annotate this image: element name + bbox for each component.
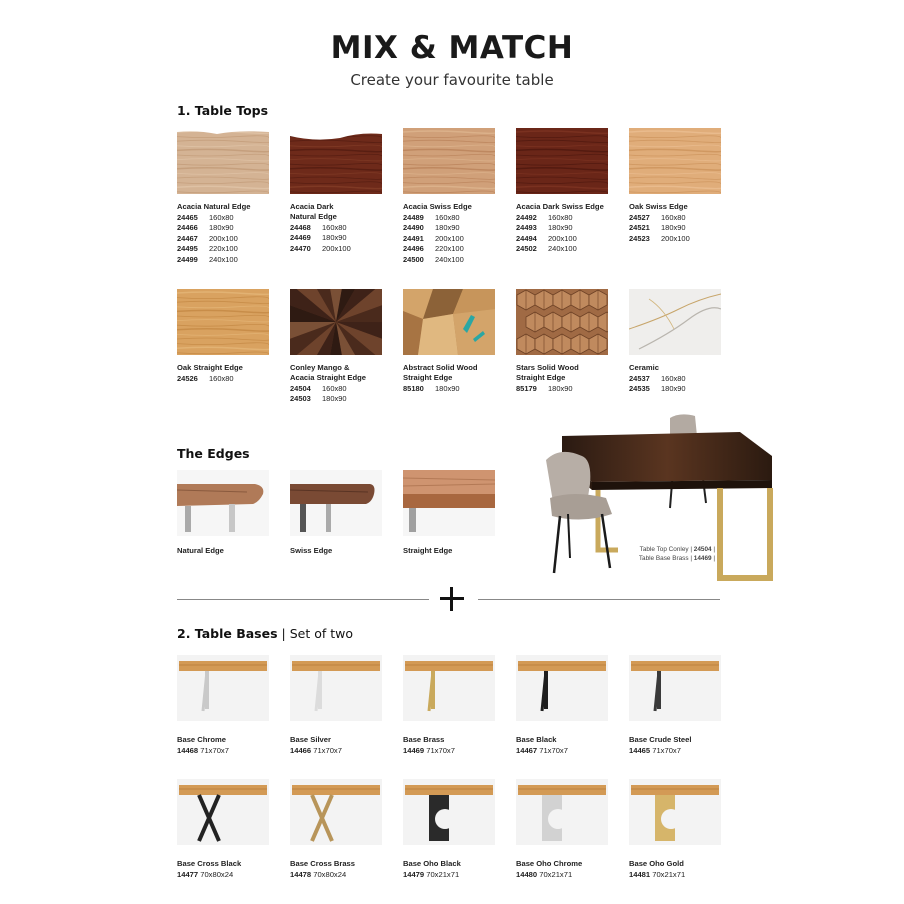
table-top-code-row bbox=[516, 244, 577, 254]
base-code-row bbox=[629, 745, 691, 756]
product-size: 160x80 bbox=[322, 384, 347, 393]
table-top-name: Oak Straight Edge bbox=[177, 363, 243, 372]
table-top-name: Acacia Dark Natural Edge bbox=[290, 202, 337, 221]
product-size: 160x80 bbox=[209, 374, 234, 383]
product-size: 180x90 bbox=[661, 223, 686, 233]
table-top-code-row bbox=[629, 234, 690, 244]
base-name: Base Oho Gold bbox=[629, 859, 684, 868]
base-name: Base Black bbox=[516, 735, 557, 744]
base-name: Base Crude Steel bbox=[629, 735, 692, 744]
table-top-code-row bbox=[177, 374, 234, 384]
table-top-code-row bbox=[403, 384, 460, 394]
product-code: 24466 bbox=[177, 223, 198, 233]
edge-image-straight-edge bbox=[403, 470, 495, 536]
base-image-base-silver bbox=[290, 655, 382, 721]
base-dimensions: 70x21x71 bbox=[426, 870, 460, 879]
product-size: 240x100 bbox=[209, 254, 238, 264]
table-top-swatch-oak-swiss bbox=[629, 128, 721, 194]
base-image-base-crude-steel bbox=[629, 655, 721, 721]
base-image-base-cross-brass bbox=[290, 779, 382, 845]
product-size: 180x90 bbox=[209, 223, 234, 233]
product-size: 160x80 bbox=[435, 213, 460, 222]
table-top-code-row bbox=[629, 223, 690, 233]
table-top-name: Ceramic bbox=[629, 363, 659, 372]
base-label bbox=[290, 858, 355, 880]
base-code: 14467 bbox=[516, 746, 540, 755]
base-label bbox=[403, 858, 461, 880]
edge-name: Swiss Edge bbox=[290, 546, 333, 555]
base-code-row bbox=[516, 869, 582, 880]
product-size: 160x80 bbox=[548, 213, 573, 222]
base-dimensions: 71x70x7 bbox=[652, 746, 681, 755]
base-code: 14478 bbox=[290, 870, 314, 879]
table-top-codes bbox=[177, 213, 238, 265]
base-dimensions: 71x70x7 bbox=[200, 746, 229, 755]
product-size: 160x80 bbox=[209, 213, 234, 222]
product-size: 180x90 bbox=[548, 223, 573, 233]
product-code: 24469 bbox=[290, 233, 311, 243]
edge-image-swiss-edge bbox=[290, 470, 382, 536]
product-code: 24535 bbox=[629, 384, 650, 394]
table-top-code-row bbox=[177, 255, 238, 265]
table-top-codes bbox=[403, 213, 464, 265]
table-top-codes bbox=[629, 374, 686, 395]
product-size: 180x90 bbox=[322, 394, 347, 404]
table-top-codes bbox=[177, 374, 234, 384]
table-top-code-row bbox=[403, 244, 464, 254]
base-image-base-chrome bbox=[177, 655, 269, 721]
table-top-code-row bbox=[629, 213, 690, 223]
product-code: 24467 bbox=[177, 233, 198, 243]
product-size: 180x90 bbox=[435, 223, 460, 233]
table-top-swatch-stars-solid bbox=[516, 289, 608, 355]
table-top-code-row bbox=[290, 384, 347, 394]
table-top-code-row bbox=[177, 213, 238, 223]
base-name: Base Oho Black bbox=[403, 859, 461, 868]
table-top-swatch-conley-mango bbox=[290, 289, 382, 355]
product-size: 160x80 bbox=[661, 374, 686, 383]
product-code: 24489 bbox=[403, 213, 424, 222]
product-code: 24470 bbox=[290, 243, 311, 253]
base-code-row bbox=[290, 869, 355, 880]
base-dimensions: 71x70x7 bbox=[313, 746, 342, 755]
base-image-base-oho-gold bbox=[629, 779, 721, 845]
product-size: 200x100 bbox=[661, 233, 690, 243]
product-code: 24523 bbox=[629, 233, 650, 243]
table-top-code-row bbox=[403, 213, 464, 223]
product-size: 180x90 bbox=[548, 384, 573, 393]
product-size: 180x90 bbox=[661, 384, 686, 394]
edge-name: Natural Edge bbox=[177, 546, 224, 555]
base-code: 14465 bbox=[629, 746, 653, 755]
table-top-swatch-acacia-dark-natural bbox=[290, 128, 382, 194]
product-code: 24526 bbox=[177, 374, 198, 383]
base-code: 14466 bbox=[290, 746, 314, 755]
product-code: 24468 bbox=[290, 223, 311, 232]
base-label bbox=[403, 734, 455, 756]
product-size: 200x100 bbox=[322, 243, 351, 253]
table-top-code-row bbox=[290, 394, 347, 404]
product-size: 200x100 bbox=[548, 233, 577, 243]
base-code: 14469 bbox=[403, 746, 427, 755]
base-dimensions: 70x21x71 bbox=[539, 870, 573, 879]
product-code: 24494 bbox=[516, 233, 537, 243]
table-top-code-row bbox=[177, 244, 238, 254]
table-top-swatch-acacia-dark-swiss bbox=[516, 128, 608, 194]
product-code: 24492 bbox=[516, 213, 537, 222]
table-top-swatch-ceramic bbox=[629, 289, 721, 355]
table-top-codes bbox=[516, 213, 577, 255]
table-top-code-row bbox=[290, 233, 351, 243]
bases-title: 2. Table Bases bbox=[177, 626, 278, 641]
base-dimensions: 71x70x7 bbox=[426, 746, 455, 755]
table-top-code-row bbox=[177, 234, 238, 244]
edge-image-natural-edge bbox=[177, 470, 269, 536]
product-size: 240x100 bbox=[435, 254, 464, 264]
base-name: Base Silver bbox=[290, 735, 331, 744]
plus-icon bbox=[436, 583, 468, 615]
base-name: Base Cross Black bbox=[177, 859, 242, 868]
product-code: 24504 bbox=[290, 384, 311, 393]
product-code: 24502 bbox=[516, 244, 537, 254]
base-label bbox=[516, 858, 582, 880]
product-code: 24499 bbox=[177, 254, 198, 264]
product-size: 160x80 bbox=[661, 213, 686, 222]
table-top-name: Abstract Solid Wood Straight Edge bbox=[403, 363, 478, 382]
table-top-codes bbox=[290, 223, 351, 254]
table-top-code-row bbox=[516, 384, 573, 394]
section-title-edges: The Edges bbox=[177, 446, 250, 461]
product-size: 220x100 bbox=[435, 244, 464, 254]
product-code: 24493 bbox=[516, 223, 537, 233]
product-code: 24496 bbox=[403, 244, 424, 254]
table-top-code-row bbox=[403, 234, 464, 244]
divider-right bbox=[478, 599, 720, 600]
divider-left bbox=[177, 599, 429, 600]
base-name: Base Cross Brass bbox=[290, 859, 356, 868]
product-code: 24465 bbox=[177, 213, 198, 222]
page-subtitle: Create your favourite table bbox=[350, 71, 554, 89]
table-top-codes bbox=[290, 384, 347, 405]
base-code-row bbox=[516, 745, 568, 756]
table-top-name: Stars Solid Wood Straight Edge bbox=[516, 363, 579, 382]
base-label bbox=[177, 858, 241, 880]
base-code: 14479 bbox=[403, 870, 427, 879]
base-code: 14468 bbox=[177, 746, 201, 755]
table-top-name: Acacia Dark Swiss Edge bbox=[516, 202, 604, 211]
table-top-code-row bbox=[403, 255, 464, 265]
base-label bbox=[629, 858, 685, 880]
table-top-name: Oak Swiss Edge bbox=[629, 202, 688, 211]
base-image-base-brass bbox=[403, 655, 495, 721]
base-image-base-cross-black bbox=[177, 779, 269, 845]
product-size: 220x100 bbox=[209, 244, 238, 254]
base-dimensions: 71x70x7 bbox=[539, 746, 568, 755]
product-code: 85180 bbox=[403, 384, 424, 393]
table-top-code-row bbox=[177, 223, 238, 233]
product-size: 200x100 bbox=[209, 233, 238, 243]
base-code-row bbox=[290, 745, 342, 756]
product-size: 160x80 bbox=[322, 223, 347, 232]
base-image-base-oho-black bbox=[403, 779, 495, 845]
base-code: 14477 bbox=[177, 870, 201, 879]
table-top-name: Acacia Natural Edge bbox=[177, 202, 251, 211]
product-code: 24537 bbox=[629, 374, 650, 383]
product-size: 200x100 bbox=[435, 233, 464, 243]
base-dimensions: 70x80x24 bbox=[313, 870, 347, 879]
product-size: 180x90 bbox=[322, 233, 347, 243]
edge-name: Straight Edge bbox=[403, 546, 453, 555]
table-top-code-row bbox=[516, 234, 577, 244]
base-code-row bbox=[177, 745, 229, 756]
base-name: Base Oho Chrome bbox=[516, 859, 583, 868]
base-image-base-oho-chrome bbox=[516, 779, 608, 845]
base-code: 14481 bbox=[629, 870, 653, 879]
table-top-code-row bbox=[629, 374, 686, 384]
base-name: Base Brass bbox=[403, 735, 445, 744]
product-code: 24527 bbox=[629, 213, 650, 222]
base-name: Base Chrome bbox=[177, 735, 226, 744]
base-code-row bbox=[403, 745, 455, 756]
base-label bbox=[177, 734, 229, 756]
product-size: 240x100 bbox=[548, 244, 577, 254]
bases-suffix: | Set of two bbox=[277, 626, 353, 641]
base-label bbox=[290, 734, 342, 756]
table-top-name: Acacia Swiss Edge bbox=[403, 202, 472, 211]
table-top-code-row bbox=[629, 384, 686, 394]
base-label bbox=[516, 734, 568, 756]
page-title: MIX & MATCH bbox=[330, 30, 574, 66]
table-top-codes bbox=[403, 384, 460, 394]
base-code-row bbox=[629, 869, 685, 880]
table-top-codes bbox=[516, 384, 573, 394]
table-top-name: Conley Mango & Acacia Straight Edge bbox=[290, 363, 366, 382]
featured-caption: Table Top Conley | 24504 | Table Base Brass | 14469 | bbox=[638, 546, 715, 562]
table-top-swatch-oak-straight bbox=[177, 289, 269, 355]
table-top-swatch-acacia-swiss bbox=[403, 128, 495, 194]
table-top-codes bbox=[629, 213, 690, 244]
table-top-code-row bbox=[403, 223, 464, 233]
table-top-code-row bbox=[516, 213, 577, 223]
product-code: 24490 bbox=[403, 223, 424, 233]
section-title-bases bbox=[177, 626, 353, 641]
product-code: 24503 bbox=[290, 394, 311, 404]
product-size: 180x90 bbox=[435, 384, 460, 393]
base-dimensions: 70x21x71 bbox=[652, 870, 686, 879]
product-code: 24491 bbox=[403, 233, 424, 243]
base-label bbox=[629, 734, 691, 756]
base-code-row bbox=[403, 869, 461, 880]
table-top-code-row bbox=[290, 244, 351, 254]
product-code: 24500 bbox=[403, 254, 424, 264]
base-image-base-black bbox=[516, 655, 608, 721]
base-dimensions: 70x80x24 bbox=[200, 870, 234, 879]
base-code-row bbox=[177, 869, 241, 880]
section-title-table-tops: 1. Table Tops bbox=[177, 103, 269, 118]
product-code: 24521 bbox=[629, 223, 650, 233]
table-top-code-row bbox=[516, 223, 577, 233]
product-code: 85179 bbox=[516, 384, 537, 393]
table-top-code-row bbox=[290, 223, 351, 233]
table-top-swatch-abstract-solid bbox=[403, 289, 495, 355]
product-code: 24495 bbox=[177, 244, 198, 254]
table-top-swatch-acacia-natural bbox=[177, 128, 269, 194]
base-code: 14480 bbox=[516, 870, 540, 879]
